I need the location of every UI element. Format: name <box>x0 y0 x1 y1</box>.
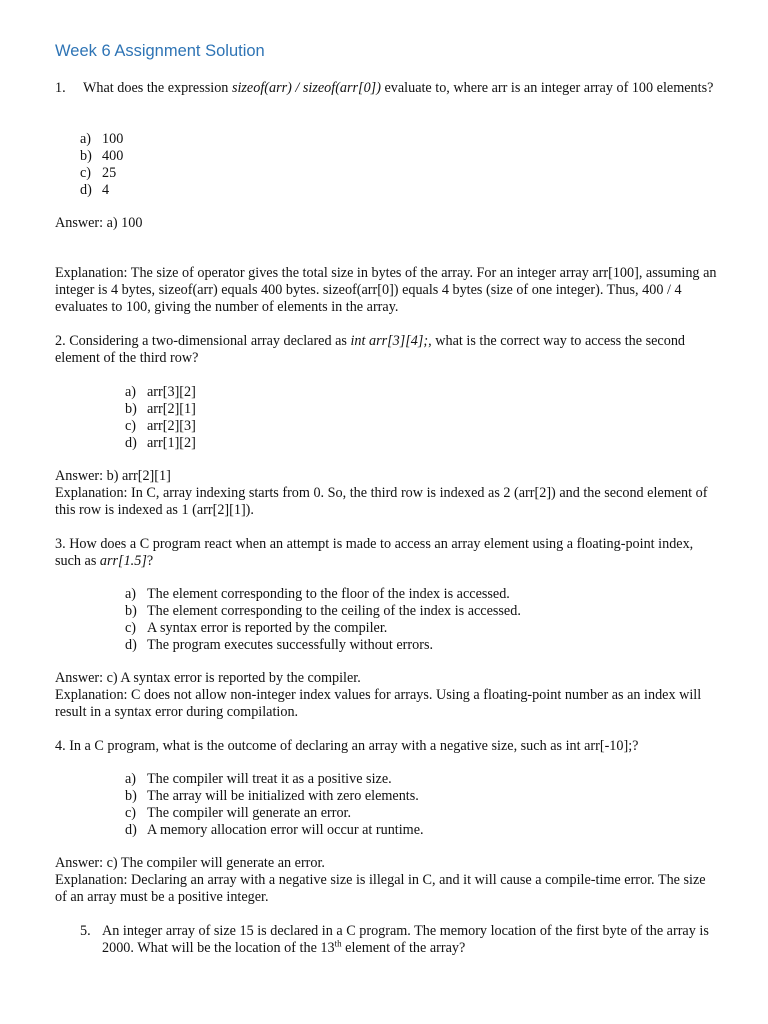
question-text: element of the array? <box>341 940 466 956</box>
options-list <box>80 131 123 199</box>
option-b <box>125 788 424 805</box>
code-expression: int arr[3][4]; <box>350 333 429 349</box>
option-c <box>125 805 424 822</box>
option-letter: a) <box>125 771 137 787</box>
option-text: The program executes successfully without errors. <box>147 637 434 653</box>
option-letter: d) <box>125 435 137 451</box>
option-a <box>125 586 521 603</box>
question-2 <box>55 333 720 367</box>
option-text: 25 <box>102 165 117 181</box>
option-d <box>125 637 521 654</box>
answer-4: Answer: c) The compiler will generate an error. <box>55 855 325 871</box>
option-c <box>80 165 123 182</box>
question-text: 2. Considering a two-dimensional array declared as <box>55 333 351 349</box>
option-letter: a) <box>125 586 137 602</box>
question-text: What does the expression <box>83 80 232 96</box>
option-letter: b) <box>80 148 92 164</box>
answer-1: Answer: a) 100 <box>55 215 143 231</box>
option-text: arr[2][1] <box>147 401 196 417</box>
explanation-1: Explanation: The size of operator gives the total size in bytes of the array. For an integer array arr[100], assuming an integer is 4 bytes, sizeof(arr) equals 400 bytes. sizeof(arr[0]) equals 4 bytes (size of one integer). Thus, 400 / 4 evaluates to 100, giving the number of elements in the array. <box>55 265 717 315</box>
question-1 <box>55 80 748 97</box>
question-number: 1. <box>55 80 66 96</box>
option-text: 100 <box>102 131 124 147</box>
code-expression: arr[1.5] <box>99 553 147 569</box>
option-a <box>80 131 123 148</box>
question-text: evaluate to, where arr is an integer array of 100 elements? <box>380 80 714 96</box>
explanation-2: Explanation: In C, array indexing starts from 0. So, the third row is indexed as 2 (arr[2]) and the second element of this row is indexed as 1 (arr[2][1]). <box>55 485 708 518</box>
option-letter: b) <box>125 603 137 619</box>
option-text: 400 <box>102 148 124 164</box>
option-letter: c) <box>125 620 137 636</box>
option-text: The element corresponding to the ceiling of the index is accessed. <box>147 603 521 619</box>
answer-2: Answer: b) arr[2][1] <box>55 468 171 484</box>
option-b <box>125 603 521 620</box>
option-a <box>125 771 424 788</box>
answer-3: Answer: c) A syntax error is reported by the compiler. <box>55 670 361 686</box>
options-list <box>125 586 521 654</box>
option-letter: d) <box>125 822 137 838</box>
explanation-4: Explanation: Declaring an array with a negative size is illegal in C, and it will cause a compile-time error. The size of an array must be a positive integer. <box>55 872 706 905</box>
code-expression: sizeof(arr) / sizeof(arr[0]) <box>231 80 381 96</box>
option-letter: b) <box>125 401 137 417</box>
option-letter: a) <box>80 131 92 147</box>
option-d <box>125 822 424 839</box>
options-list <box>125 384 196 452</box>
question-text: ? <box>146 553 154 569</box>
question-text: , what is the correct way to access the second element of the third row? <box>55 333 686 366</box>
option-letter: a) <box>125 384 137 400</box>
option-text: A syntax error is reported by the compiler. <box>147 620 388 636</box>
question-3 <box>55 536 720 570</box>
superscript: th <box>334 938 342 949</box>
option-text: arr[2][3] <box>147 418 196 434</box>
option-text: arr[1][2] <box>147 435 196 451</box>
option-letter: c) <box>125 418 137 434</box>
option-letter: c) <box>80 165 92 181</box>
option-text: arr[3][2] <box>147 384 196 400</box>
page-title: Week 6 Assignment Solution <box>55 42 265 60</box>
option-letter: b) <box>125 788 137 804</box>
option-text: The element corresponding to the floor of the index is accessed. <box>147 586 510 602</box>
option-letter: d) <box>80 182 92 198</box>
option-text: A memory allocation error will occur at runtime. <box>147 822 424 838</box>
option-c <box>125 620 521 637</box>
option-text: The compiler will generate an error. <box>147 805 352 821</box>
question-number: 5. <box>80 923 91 939</box>
question-4: 4. In a C program, what is the outcome of declaring an array with a negative size, such as int arr[-10];? <box>55 738 639 754</box>
option-text: 4 <box>102 182 110 198</box>
option-d <box>80 182 123 199</box>
option-text: The compiler will treat it as a positive size. <box>147 771 392 787</box>
option-letter: d) <box>125 637 137 653</box>
question-text: An integer array of size 15 is declared in a C program. The memory location of the first byte of the array is 2000. What will be the location of the 13 <box>102 923 709 956</box>
option-letter: c) <box>125 805 137 821</box>
question-text: 3. How does a C program react when an attempt is made to access an array element using a floating-point index, such as <box>55 536 694 569</box>
option-c <box>125 418 196 435</box>
option-b <box>125 401 196 418</box>
explanation-3: Explanation: C does not allow non-integer index values for arrays. Using a floating-point number as an index will result in a syntax error during compilation. <box>55 687 702 720</box>
option-d <box>125 435 196 452</box>
option-b <box>80 148 123 165</box>
option-text: The array will be initialized with zero elements. <box>147 788 419 804</box>
option-a <box>125 384 196 401</box>
options-list <box>125 771 424 839</box>
question-5 <box>80 923 742 957</box>
